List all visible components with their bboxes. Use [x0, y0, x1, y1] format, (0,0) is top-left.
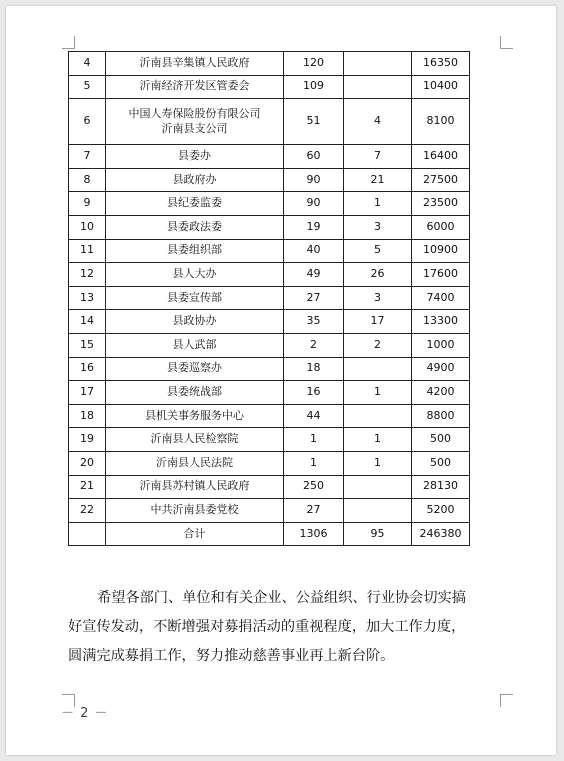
table-row: [69, 310, 470, 334]
table-row: [69, 75, 470, 99]
row-number-cell: 22: [69, 499, 106, 523]
table-row: [69, 263, 470, 287]
amount-cell: 500: [412, 428, 470, 452]
table-row: [69, 499, 470, 523]
total-label-cell: 合计: [106, 522, 284, 546]
margin-mark-top-left: [62, 36, 75, 49]
table-row: [69, 52, 470, 76]
count-cell-2: 1: [344, 451, 412, 475]
amount-cell: 500: [412, 451, 470, 475]
count-cell-2: 26: [344, 263, 412, 287]
count-cell-1: 60: [284, 145, 344, 169]
total-row: [69, 522, 470, 546]
row-number-cell: 7: [69, 145, 106, 169]
page-number: － 2 －: [61, 706, 109, 721]
table-row: [69, 145, 470, 169]
table-row: [69, 168, 470, 192]
count-cell-2: 1: [344, 381, 412, 405]
unit-name-cell: 沂南县人民法院: [106, 451, 284, 475]
unit-name-cell: 县委巡察办: [106, 357, 284, 381]
row-number-cell: 11: [69, 239, 106, 263]
unit-name-cell: 县委统战部: [106, 381, 284, 405]
total-count-cell-1: 1306: [284, 522, 344, 546]
row-number-cell: 18: [69, 404, 106, 428]
count-cell-1: 120: [284, 52, 344, 76]
donation-table: [68, 51, 470, 546]
row-number-cell: 19: [69, 428, 106, 452]
unit-name-line: 中国人寿保险股份有限公司: [128, 106, 261, 120]
amount-cell: 6000: [412, 215, 470, 239]
unit-name-cell: 沂南县苏村镇人民政府: [106, 475, 284, 499]
count-cell-2: 3: [344, 215, 412, 239]
amount-cell: 16400: [412, 145, 470, 169]
row-number-cell: 9: [69, 192, 106, 216]
row-number-cell: 15: [69, 333, 106, 357]
count-cell-2: [344, 75, 412, 99]
amount-cell: 28130: [412, 475, 470, 499]
count-cell-1: 19: [284, 215, 344, 239]
count-cell-2: 4: [344, 99, 412, 145]
amount-cell: 7400: [412, 286, 470, 310]
table-row: [69, 451, 470, 475]
unit-name-cell: 县纪委监委: [106, 192, 284, 216]
unit-name-cell: 县委宣传部: [106, 286, 284, 310]
amount-cell: 1000: [412, 333, 470, 357]
count-cell-1: 90: [284, 168, 344, 192]
row-number-cell: 17: [69, 381, 106, 405]
count-cell-1: 250: [284, 475, 344, 499]
margin-mark-top-right: [500, 36, 513, 49]
count-cell-1: 44: [284, 404, 344, 428]
row-number-cell: 4: [69, 52, 106, 76]
row-number-cell: 8: [69, 168, 106, 192]
unit-name-cell: 县机关事务服务中心: [106, 404, 284, 428]
table-row: [69, 428, 470, 452]
amount-cell: 16350: [412, 52, 470, 76]
row-number-cell: 20: [69, 451, 106, 475]
unit-name-cell: 沂南县辛集镇人民政府: [106, 52, 284, 76]
amount-cell: 23500: [412, 192, 470, 216]
count-cell-2: 1: [344, 192, 412, 216]
unit-name-cell: 县委办: [106, 145, 284, 169]
row-number-cell: 14: [69, 310, 106, 334]
unit-name-cell: 县政府办: [106, 168, 284, 192]
document-page: [6, 6, 556, 755]
count-cell-1: 90: [284, 192, 344, 216]
count-cell-2: 2: [344, 333, 412, 357]
count-cell-1: 2: [284, 333, 344, 357]
amount-cell: 13300: [412, 310, 470, 334]
count-cell-2: 3: [344, 286, 412, 310]
count-cell-1: 35: [284, 310, 344, 334]
unit-name-cell: 县委组织部: [106, 239, 284, 263]
table-row: [69, 357, 470, 381]
row-number-cell: 16: [69, 357, 106, 381]
row-number-cell: 12: [69, 263, 106, 287]
closing-paragraph: 希望各部门、单位和有关企业、公益组织、行业协会切实搞好宣传发动，不断增强对募捐活动的重视程度，加大工作力度，圆满完成募捐工作，努力推动慈善事业再上新台阶。: [68, 590, 466, 664]
count-cell-2: [344, 357, 412, 381]
count-cell-1: 40: [284, 239, 344, 263]
amount-cell: 4200: [412, 381, 470, 405]
count-cell-1: 27: [284, 499, 344, 523]
amount-cell: 8800: [412, 404, 470, 428]
total-count-cell-2: 95: [344, 522, 412, 546]
count-cell-2: 5: [344, 239, 412, 263]
table-row: [69, 475, 470, 499]
table-row: [69, 239, 470, 263]
amount-cell: 10400: [412, 75, 470, 99]
row-number-cell: 6: [69, 99, 106, 145]
count-cell-1: 1: [284, 428, 344, 452]
total-amount-cell: 246380: [412, 522, 470, 546]
amount-cell: 10900: [412, 239, 470, 263]
count-cell-2: [344, 475, 412, 499]
count-cell-2: [344, 52, 412, 76]
count-cell-2: 21: [344, 168, 412, 192]
unit-name-cell: 沂南经济开发区管委会: [106, 75, 284, 99]
amount-cell: 4900: [412, 357, 470, 381]
unit-name-cell: 沂南县人民检察院: [106, 428, 284, 452]
unit-name-cell: 县政协办: [106, 310, 284, 334]
table-row: [69, 215, 470, 239]
table-row: [69, 192, 470, 216]
table-row: [69, 333, 470, 357]
table-row: [69, 99, 470, 145]
count-cell-1: 27: [284, 286, 344, 310]
unit-name-line: 沂南县支公司: [161, 121, 228, 135]
count-cell-1: 1: [284, 451, 344, 475]
amount-cell: 27500: [412, 168, 470, 192]
unit-name-cell: 县委政法委: [106, 215, 284, 239]
amount-cell: 17600: [412, 263, 470, 287]
count-cell-1: 109: [284, 75, 344, 99]
row-number-cell: 13: [69, 286, 106, 310]
unit-name-cell: 中共沂南县委党校: [106, 499, 284, 523]
table-row: [69, 381, 470, 405]
count-cell-1: 49: [284, 263, 344, 287]
amount-cell: 8100: [412, 99, 470, 145]
row-number-cell: 10: [69, 215, 106, 239]
unit-name-cell: 县人武部: [106, 333, 284, 357]
table-row: [69, 286, 470, 310]
unit-name-cell: [106, 99, 284, 145]
unit-name-cell: 县人大办: [106, 263, 284, 287]
donation-table-body: [69, 52, 470, 546]
count-cell-1: 16: [284, 381, 344, 405]
count-cell-1: 18: [284, 357, 344, 381]
table-row: [69, 404, 470, 428]
count-cell-2: [344, 499, 412, 523]
amount-cell: 5200: [412, 499, 470, 523]
margin-mark-bottom-right: [500, 694, 513, 707]
count-cell-2: 1: [344, 428, 412, 452]
row-number-cell: 5: [69, 75, 106, 99]
count-cell-1: 51: [284, 99, 344, 145]
count-cell-2: [344, 404, 412, 428]
count-cell-2: 17: [344, 310, 412, 334]
total-number-cell: [69, 522, 106, 546]
count-cell-2: 7: [344, 145, 412, 169]
row-number-cell: 21: [69, 475, 106, 499]
